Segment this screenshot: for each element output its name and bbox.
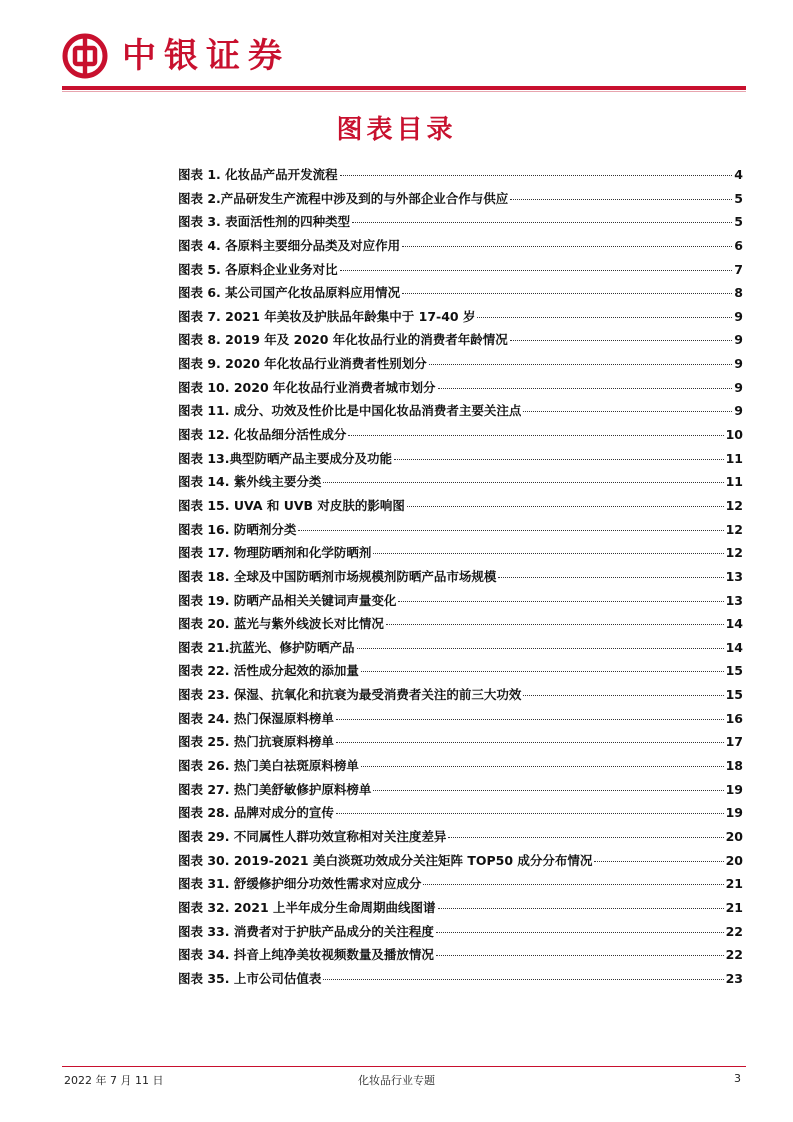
toc-entry-label[interactable]: 图表 23. 保湿、抗氧化和抗衰为最受消费者关注的前三大功效 — [178, 687, 522, 703]
toc-dot-leader — [407, 506, 724, 507]
footer-divider — [62, 1066, 746, 1067]
table-of-figures — [178, 163, 743, 990]
toc-entry-page[interactable]: 7 — [734, 261, 743, 277]
toc-dot-leader — [594, 861, 723, 862]
toc-dot-leader — [394, 459, 724, 460]
toc-entry-label[interactable]: 图表 31. 舒缓修护细分功效性需求对应成分 — [178, 876, 422, 892]
toc-entry-label[interactable]: 图表 35. 上市公司估值表 — [178, 970, 322, 986]
toc-dot-leader — [340, 175, 733, 176]
toc-entry-label[interactable]: 图表 24. 热门保湿原料榜单 — [178, 710, 334, 726]
toc-entry[interactable] — [178, 187, 743, 211]
toc-dot-leader — [429, 364, 733, 365]
toc-entry-label[interactable]: 图表 22. 活性成分起效的添加量 — [178, 663, 359, 679]
toc-entry-label[interactable]: 图表 13.典型防晒产品主要成分及功能 — [178, 450, 392, 466]
toc-entry-label[interactable]: 图表 8. 2019 年及 2020 年化妆品行业的消费者年龄情况 — [178, 332, 508, 348]
toc-dot-leader — [436, 932, 724, 933]
footer-date: 2022 年 7 月 11 日 — [64, 1074, 164, 1087]
toc-entry[interactable] — [178, 778, 743, 802]
toc-entry-page[interactable]: 6 — [734, 237, 743, 253]
toc-dot-leader — [336, 813, 724, 814]
toc-entry[interactable] — [178, 210, 743, 234]
toc-dot-leader — [336, 719, 724, 720]
toc-entry-page[interactable]: 23 — [725, 970, 743, 986]
toc-entry-page[interactable]: 11 — [725, 474, 743, 490]
toc-entry-label[interactable]: 图表 9. 2020 年化妆品行业消费者性别划分 — [178, 356, 427, 372]
toc-entry-label[interactable]: 图表 16. 防晒剂分类 — [178, 521, 297, 537]
toc-entry-label[interactable]: 图表 32. 2021 上半年成分生命周期曲线图谱 — [178, 899, 436, 915]
toc-entry[interactable] — [178, 825, 743, 849]
toc-entry-page[interactable]: 19 — [725, 805, 743, 821]
toc-entry-page[interactable]: 21 — [725, 899, 743, 915]
toc-entry[interactable] — [178, 754, 743, 778]
toc-entry[interactable] — [178, 612, 743, 636]
toc-entry-page[interactable]: 13 — [725, 592, 743, 608]
toc-dot-leader — [357, 648, 724, 649]
toc-dot-leader — [398, 601, 723, 602]
toc-dot-leader — [523, 411, 732, 412]
toc-entry-label[interactable]: 图表 14. 紫外线主要分类 — [178, 474, 322, 490]
toc-entry-label[interactable]: 图表 34. 抖音上纯净美妆视频数量及播放情况 — [178, 947, 434, 963]
toc-entry[interactable] — [178, 872, 743, 896]
toc-dot-leader — [373, 790, 723, 791]
toc-entry-label[interactable]: 图表 12. 化妆品细分活性成分 — [178, 427, 347, 443]
toc-entry-page[interactable]: 21 — [725, 876, 743, 892]
toc-entry[interactable] — [178, 683, 743, 707]
footer-page-number: 3 — [734, 1072, 741, 1085]
toc-entry-label[interactable]: 图表 6. 某公司国产化妆品原料应用情况 — [178, 285, 401, 301]
toc-dot-leader — [448, 837, 723, 838]
toc-entry-label[interactable]: 图表 18. 全球及中国防晒剂市场规模剂防晒产品市场规模 — [178, 568, 497, 584]
toc-dot-leader — [438, 388, 733, 389]
toc-entry-page[interactable]: 9 — [734, 308, 743, 324]
toc-entry-page[interactable]: 13 — [725, 568, 743, 584]
toc-entry-label[interactable]: 图表 7. 2021 年美妆及护肤品年龄集中于 17-40 岁 — [178, 308, 476, 324]
toc-entry-page[interactable]: 16 — [725, 710, 743, 726]
toc-entry-page[interactable]: 9 — [734, 379, 743, 395]
toc-entry-label[interactable]: 图表 33. 消费者对于护肤产品成分的关注程度 — [178, 923, 434, 939]
toc-dot-leader — [386, 624, 724, 625]
toc-entry-page[interactable]: 9 — [734, 332, 743, 348]
toc-entry[interactable] — [178, 636, 743, 660]
toc-dot-leader — [523, 695, 723, 696]
toc-dot-leader — [423, 884, 723, 885]
toc-entry-page[interactable]: 15 — [725, 687, 743, 703]
toc-entry[interactable] — [178, 258, 743, 282]
toc-entry-label[interactable]: 图表 3. 表面活性剂的四种类型 — [178, 214, 351, 230]
toc-dot-leader — [348, 435, 723, 436]
toc-entry-label[interactable]: 图表 20. 蓝光与紫外线波长对比情况 — [178, 616, 384, 632]
toc-entry-label[interactable]: 图表 25. 热门抗衰原料榜单 — [178, 734, 334, 750]
toc-entry-label[interactable]: 图表 27. 热门美舒敏修护原料榜单 — [178, 781, 372, 797]
toc-entry-label[interactable]: 图表 1. 化妆品产品开发流程 — [178, 167, 338, 182]
toc-entry-page[interactable]: 20 — [725, 828, 743, 844]
toc-entry[interactable] — [178, 659, 743, 683]
toc-dot-leader — [361, 671, 724, 672]
toc-entry-label[interactable]: 图表 19. 防晒产品相关关键词声量变化 — [178, 592, 397, 608]
toc-entry-page[interactable]: 20 — [725, 852, 743, 868]
toc-entry[interactable] — [178, 447, 743, 471]
toc-dot-leader — [373, 553, 723, 554]
toc-entry-label[interactable]: 图表 21.抗蓝光、修护防晒产品 — [178, 639, 355, 655]
toc-entry[interactable] — [178, 920, 743, 944]
toc-entry-page[interactable]: 5 — [734, 214, 743, 230]
toc-entry[interactable] — [178, 163, 743, 187]
toc-entry-page[interactable]: 22 — [725, 923, 743, 939]
toc-dot-leader — [323, 482, 723, 483]
toc-dot-leader — [298, 530, 723, 531]
toc-entry[interactable] — [178, 518, 743, 542]
brand-name: 中银证券 — [122, 36, 290, 76]
toc-entry[interactable] — [178, 328, 743, 352]
page-header — [0, 0, 793, 100]
toc-entry-page[interactable]: 4 — [734, 167, 743, 182]
toc-entry-label[interactable]: 图表 15. UVA 和 UVB 对皮肤的影响图 — [178, 497, 405, 513]
toc-dot-leader — [477, 317, 732, 318]
toc-entry[interactable] — [178, 896, 743, 920]
toc-entry[interactable] — [178, 376, 743, 400]
toc-entry-page[interactable]: 10 — [725, 427, 743, 443]
toc-entry[interactable] — [178, 849, 743, 873]
toc-entry-page[interactable]: 12 — [725, 497, 743, 513]
toc-dot-leader — [352, 222, 732, 223]
toc-entry[interactable] — [178, 967, 743, 991]
page-title: 图表目录 — [336, 115, 457, 145]
boc-logo-icon — [62, 33, 108, 79]
toc-entry-page[interactable]: 18 — [725, 758, 743, 774]
toc-entry-page[interactable]: 12 — [725, 521, 743, 537]
toc-dot-leader — [436, 955, 724, 956]
toc-entry-label[interactable]: 图表 28. 品牌对成分的宣传 — [178, 805, 334, 821]
toc-entry[interactable] — [178, 399, 743, 423]
toc-entry-page[interactable]: 17 — [725, 734, 743, 750]
toc-entry-page[interactable]: 12 — [725, 545, 743, 561]
toc-entry[interactable] — [178, 281, 743, 305]
toc-entry-label[interactable]: 图表 29. 不同属性人群功效宣称相对关注度差异 — [178, 828, 447, 844]
toc-dot-leader — [323, 979, 723, 980]
toc-entry[interactable] — [178, 352, 743, 376]
toc-entry[interactable] — [178, 234, 743, 258]
toc-entry[interactable] — [178, 565, 743, 589]
toc-entry[interactable] — [178, 470, 743, 494]
toc-entry-label[interactable]: 图表 4. 各原料主要细分品类及对应作用 — [178, 237, 401, 253]
toc-entry[interactable] — [178, 707, 743, 731]
toc-entry-page[interactable]: 9 — [734, 403, 743, 419]
toc-entry[interactable] — [178, 541, 743, 565]
toc-entry-page[interactable]: 15 — [725, 663, 743, 679]
toc-entry-label[interactable]: 图表 26. 热门美白祛斑原料榜单 — [178, 758, 359, 774]
toc-entry-page[interactable]: 5 — [734, 190, 743, 206]
toc-entry-page[interactable]: 19 — [725, 781, 743, 797]
toc-entry-label[interactable]: 图表 17. 物理防晒剂和化学防晒剂 — [178, 545, 372, 561]
header-divider-thin — [62, 91, 746, 92]
toc-dot-leader — [402, 246, 732, 247]
toc-entry-page[interactable]: 14 — [725, 616, 743, 632]
toc-entry-page[interactable]: 9 — [734, 356, 743, 372]
toc-entry-page[interactable]: 11 — [725, 450, 743, 466]
toc-entry-label[interactable]: 图表 30. 2019-2021 美白淡斑功效成分关注矩阵 TOP50 成分分布情况 — [178, 852, 593, 868]
toc-dot-leader — [402, 293, 732, 294]
toc-dot-leader — [510, 340, 733, 341]
toc-dot-leader — [438, 908, 724, 909]
toc-entry-label[interactable]: 图表 11. 成分、功效及性价比是中国化妆品消费者主要关注点 — [178, 403, 522, 419]
toc-dot-leader — [336, 742, 724, 743]
toc-dot-leader — [340, 270, 733, 271]
toc-entry-label[interactable]: 图表 5. 各原料企业业务对比 — [178, 261, 338, 277]
footer-topic: 化妆品行业专题 — [358, 1074, 435, 1087]
toc-entry-page[interactable]: 8 — [734, 285, 743, 301]
toc-entry[interactable] — [178, 589, 743, 613]
toc-entry-page[interactable]: 14 — [725, 639, 743, 655]
toc-entry[interactable] — [178, 801, 743, 825]
header-divider — [62, 86, 746, 90]
toc-dot-leader — [361, 766, 724, 767]
toc-entry-label[interactable]: 图表 10. 2020 年化妆品行业消费者城市划分 — [178, 379, 436, 395]
toc-dot-leader — [510, 199, 732, 200]
toc-entry[interactable] — [178, 943, 743, 967]
toc-entry[interactable] — [178, 494, 743, 518]
toc-dot-leader — [498, 577, 723, 578]
toc-entry-label[interactable]: 图表 2.产品研发生产流程中涉及到的与外部企业合作与供应 — [178, 190, 509, 206]
toc-entry-page[interactable]: 22 — [725, 947, 743, 963]
toc-entry[interactable] — [178, 730, 743, 754]
toc-entry[interactable] — [178, 305, 743, 329]
toc-entry[interactable] — [178, 423, 743, 447]
